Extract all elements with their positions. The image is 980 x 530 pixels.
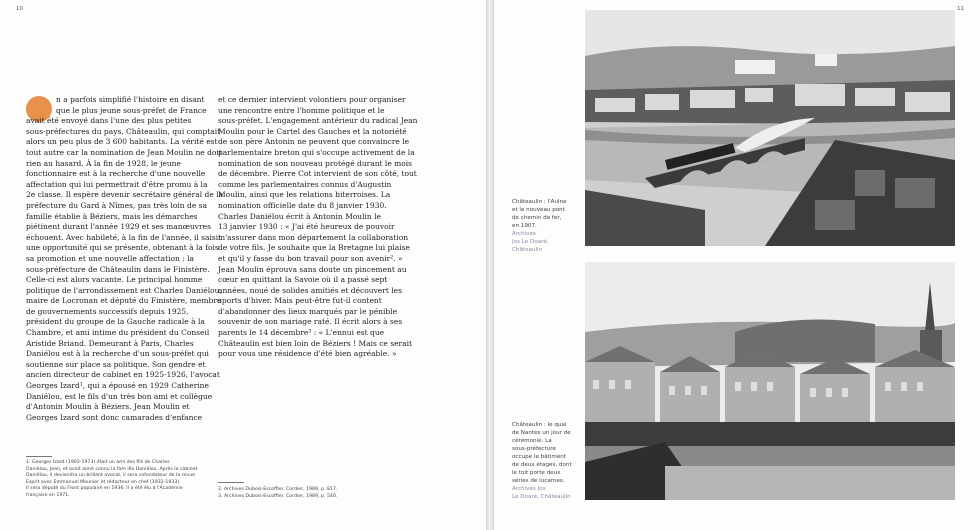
text-line: Châteaulin est bien loin de Béziers ! Mais ce serait — [218, 338, 413, 348]
footnote-rule-right — [218, 482, 244, 483]
text-line: échouent. Avec habileté, à la fin de l'année, il saisit — [26, 232, 222, 242]
caption-line: Châteaulin : l'Aulne — [512, 199, 567, 205]
text-line: président du groupe de la Gauche radicale à la — [26, 317, 205, 327]
footnote-line: 2. Archives Dubois-Escoffier. Cordier, 1989, p. 817. — [218, 487, 338, 492]
text-line: d'Antonin Moulin à Béziers. Jean Moulin et — [26, 402, 190, 412]
text-line: alors un peu plus de 3 600 habitants. La vérité est — [26, 137, 218, 147]
text-line: sports d'hiver. Mais peut-être fut-il content — [218, 296, 382, 306]
text-line: Chambre, et ami intime du président du Conseil — [26, 328, 210, 338]
caption-line: cérémonie. La — [512, 438, 552, 444]
text-line: cœur en quittant la Savoie où il a passé sept — [218, 275, 388, 285]
text-line: parents le 14 décembre³ : « L'ennui est que — [218, 328, 385, 338]
photo-credit-line: Châteaulin — [512, 247, 543, 253]
text-line: Georges Izard sont donc camarades d'enfance — [26, 412, 203, 422]
photo-credit-line: Jos Le Doaré, — [512, 239, 549, 245]
text-line: une opportunité qui se présente, obtenant à la fois — [26, 243, 219, 253]
text-line: de gouvernements successifs depuis 1925, — [26, 306, 189, 316]
page-number-right: 11 — [957, 6, 964, 12]
text-line: m'assurer dans mon département la collaboration — [218, 232, 409, 242]
text-line: une rencontre entre l'homme politique et le — [218, 105, 385, 115]
text-line: piétinent durant l'année 1929 et ses manœuvres — [26, 222, 211, 232]
caption-line: en 1907. — [512, 223, 537, 229]
footnotes-left — [26, 460, 206, 500]
footnote-line: 3. Archives Dubois-Escoffier. Cordier, 1989, p. 540. — [218, 493, 338, 499]
text-line: Aristide Briand. Demeurant à Paris, Charles — [26, 338, 194, 348]
caption-line: sous-préfecture — [512, 446, 556, 452]
text-line: politique de l'arrondissement est Charles Daniélou, — [26, 285, 222, 295]
caption-line: de deux étages, dont — [512, 462, 572, 468]
text-line: ancien directeur de cabinet en 1925-1926, l'avocat — [26, 370, 220, 380]
text-line: et qu'il y fasse du bon travail pour son avenir². » — [218, 253, 403, 263]
photo-quai-de-nantes — [585, 262, 955, 500]
footnote-line: Daniélou, Jean, et avait aimé connu la fam ille Daniélou. Après le cabinet — [26, 466, 198, 472]
text-line: 2e classe. Il espère devenir secrétaire général de la — [26, 190, 224, 200]
text-line: n a parfois simplifié l'histoire en disant — [56, 95, 205, 104]
text-line: sous-préfecture de Châteaulin dans le Finistère. — [26, 264, 210, 274]
text-line: nomination de son nouveau protégé durant le mois — [218, 158, 413, 168]
photo-aulne-railway-bridge — [585, 10, 955, 246]
text-line: affectation qui lui permettrait d'être promu à la — [26, 179, 208, 189]
text-line: que le plus jeune sous-préfet de France — [56, 105, 207, 115]
text-line: avait été envoyé dans l'une des plus petites — [26, 116, 192, 126]
caption-line: occupe le bâtiment — [512, 454, 567, 460]
text-line: rien au hasard. À la fin de 1928, le jeune — [26, 158, 181, 168]
caption-line: de chemin de fer, — [512, 215, 562, 221]
text-line: et ce dernier intervient volontiers pour organiser — [218, 95, 406, 104]
text-line: parlementaire breton qui s'occupe activement de la — [218, 147, 415, 157]
page-number-left: 10 — [16, 6, 23, 12]
text-line: famille établie à Béziers, mais les démarches — [26, 211, 198, 221]
footnotes-right — [218, 487, 398, 500]
footnote-line: française en 1971. — [26, 492, 70, 498]
caption-line: Châteaulin : le quai — [512, 422, 567, 428]
footnote-line: Esprit avec Emmanuel Mounier et rédacteur en chef (1932-1933). — [26, 479, 181, 485]
text-line: sa promotion et une nouvelle affectation : la — [26, 253, 195, 263]
text-line: 13 janvier 1930 : « J'ai été heureux de pouvoir — [218, 222, 395, 232]
text-line: de décembre. Pierre Cot intervient de son côté, tout — [218, 169, 417, 179]
body-column-1 — [26, 95, 224, 423]
body-column-2 — [218, 95, 418, 360]
photo-credit-line: Le Doaré, Châteaulin — [512, 494, 571, 500]
text-line: d'abandonner des lieux marqués par le pénible — [218, 306, 398, 316]
caption-line: de Nantes un jour de — [512, 430, 571, 436]
photo-credit-line: Archives Jos — [512, 486, 546, 492]
photo-credit-line: Archives — [512, 231, 536, 237]
book-gutter — [486, 0, 494, 530]
footnote-line: 1. Georges Izard (1903-1973) était un ami des fils de Charles — [26, 460, 170, 465]
text-line: Moulin pour le Cartel des Gauches et la notoriété — [218, 126, 407, 136]
text-line: Georges Izard¹, qui a épousé en 1929 Catherine — [26, 381, 209, 391]
caption-line: le toit porte deux — [512, 470, 561, 476]
text-line: de son père Antonin ne peuvent que convaincre le — [218, 137, 410, 147]
text-line: années, noué de solides amitiés et découvert les — [218, 285, 402, 295]
caption-line: séries de lucarnes. — [512, 478, 565, 484]
text-line: souvenir de son mariage raté. Il écrit alors à ses — [218, 317, 403, 327]
caption-photo-2 — [512, 421, 578, 501]
text-line: Jean Moulin éprouva sans doute un pincement au — [218, 264, 407, 274]
footnote-rule-left — [26, 456, 52, 457]
text-line: comme les parlementaires connus d'Augustin — [218, 179, 392, 189]
text-line: Moulin, ainsi que les relations biterroises. La — [218, 190, 391, 200]
footnote-line: Il sera député du Front populaire en 1936. Il a été élu à l'Académie — [26, 486, 183, 492]
caption-line: et le nouveau pont — [512, 207, 565, 213]
text-line: sous-préfet. L'engagement antérieur du radical Jean — [218, 116, 418, 126]
text-line: sous-préfectures du pays, Châteaulin, qui comptait — [26, 126, 221, 136]
text-line: soutienne sur place sa politique. Son gendre et — [26, 359, 206, 369]
text-line: fonctionnaire est à la recherche d'une nouvelle — [26, 169, 206, 179]
text-line: Charles Daniélou écrit à Antonin Moulin le — [218, 211, 381, 221]
text-line: Daniélou, est le fils d'un très bon ami et collègue — [26, 391, 213, 401]
text-line: Daniélou est à la recherche d'un sous-préfet qui — [26, 349, 209, 359]
text-line: de votre fils. Je souhaite que la Bretagne lui plaise — [218, 243, 410, 253]
text-line: maire de Locronan et député du Finistère, membre — [26, 296, 222, 306]
text-line: nomination officielle date du 8 janvier 1930. — [218, 200, 387, 210]
text-line: préfecture du Gard à Nîmes, pas très loin de sa — [26, 200, 207, 210]
text-line: Celle-ci est alors vacante. Le principal homme — [26, 275, 203, 285]
footnote-line: Daniélou, il deviendra un brillant avocat, il sera cofondateur de la revue — [26, 473, 196, 479]
caption-photo-1 — [512, 198, 578, 254]
text-line: tout autre car la nomination de Jean Moulin ne doit — [26, 147, 222, 157]
text-line: pour vous une résidence d'été bien agréable. » — [218, 349, 397, 359]
